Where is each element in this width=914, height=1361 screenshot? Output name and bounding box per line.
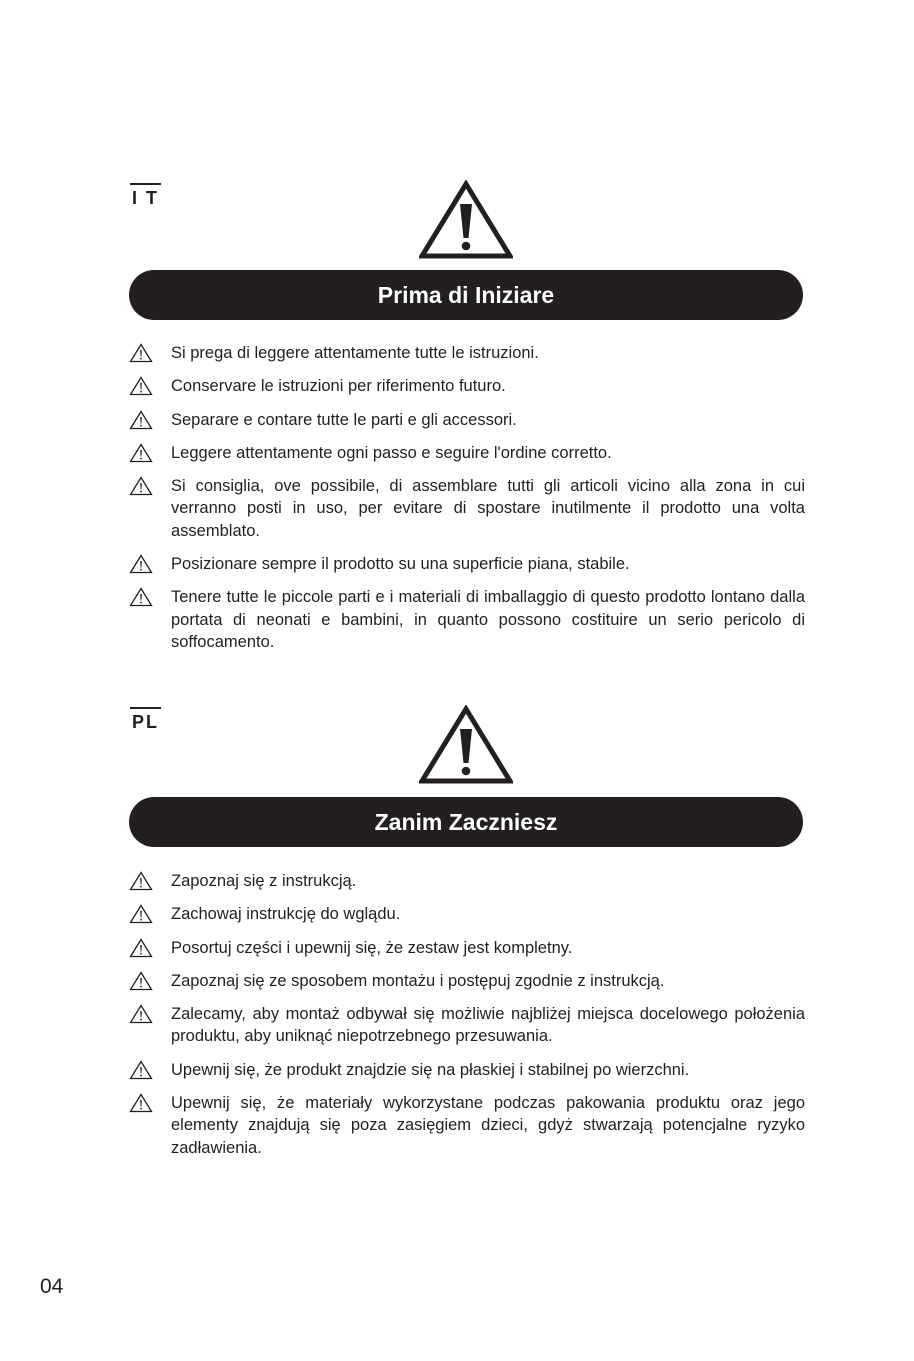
warning-triangle-icon: [129, 1004, 153, 1024]
list-item-text: Zapoznaj się z instrukcją.: [171, 872, 357, 890]
list-item: [129, 1092, 805, 1159]
warning-triangle-icon: [129, 376, 153, 396]
list-item-text: Si prega di leggere attentamente tutte le istruzioni.: [171, 344, 539, 362]
list-item-text: Upewnij się, że produkt znajdzie się na płaskiej i stabilnej po wierzchni.: [171, 1060, 690, 1079]
warning-triangle-icon: [129, 971, 153, 991]
list-item: [129, 475, 805, 542]
list-item-text: Conservare le istruzioni per riferimento futuro.: [171, 377, 506, 396]
section-title: Zanim Zaczniesz: [374, 808, 558, 835]
section-title: Prima di Iniziare: [377, 281, 555, 308]
warning-triangle-icon: [129, 343, 153, 363]
warning-triangle-icon: [129, 904, 153, 924]
list-item: [129, 442, 805, 464]
list-item: [129, 375, 805, 397]
warning-triangle-icon: [129, 1093, 153, 1113]
list-item-text: Posizionare sempre il prodotto su una superficie piana, stabile.: [171, 555, 630, 574]
list-item-text: Zapoznaj się ze sposobem montażu i postępuj zgodnie z instrukcją.: [171, 971, 665, 990]
warning-triangle-icon: [419, 180, 513, 260]
list-item-text: Upewnij się, że materiały wykorzystane podczas pakowania produktu oraz jego elementy znajdują się poza zasięgiem dzieci, gdyż stwarzają potencjalne ryzyko zadławienia.: [171, 1094, 805, 1157]
list-item-text: Leggere attentamente ogni passo e seguire l'ordine corretto.: [171, 443, 612, 462]
warning-triangle-icon: [129, 476, 153, 496]
list-item: [129, 342, 805, 364]
list-item: [129, 1059, 805, 1081]
warning-triangle-icon: [129, 1060, 153, 1080]
language-tag-it: I T: [130, 183, 161, 208]
list-item: [129, 409, 805, 431]
section-title-bar: [129, 797, 803, 847]
list-item: [129, 870, 805, 892]
list-item-text: Zalecamy, aby montaż odbywał się możliwie najbliżej miejsca docelowego położenia produktu, aby uniknąć niepotrzebnego przesuwania.: [171, 1005, 805, 1046]
list-item-text: Si consiglia, ove possibile, di assemblare tutti gli articoli vicino alla zona in cui verranno posti in uso, per evitare di spostare inutilmente il prodotto una volta assemblato.: [171, 477, 805, 540]
instruction-list-pl: [129, 870, 805, 1170]
warning-triangle-icon: [129, 871, 153, 891]
warning-triangle-icon: [129, 587, 153, 607]
list-item-text: Zachowaj instrukcję do wglądu.: [171, 905, 401, 924]
instruction-list-it: [129, 342, 805, 664]
section-title-bar: [129, 270, 803, 320]
warning-triangle-icon: [129, 443, 153, 463]
warning-triangle-icon: [129, 938, 153, 958]
warning-triangle-icon: [419, 705, 513, 785]
warning-triangle-icon: [129, 410, 153, 430]
list-item-text: Posortuj części i upewnij się, że zestaw jest kompletny.: [171, 938, 573, 957]
list-item: [129, 970, 805, 992]
list-item-text: Separare e contare tutte le parti e gli accessori.: [171, 410, 517, 429]
language-tag-pl: PL: [130, 707, 161, 732]
list-item: [129, 937, 805, 959]
list-item: [129, 903, 805, 925]
page-number: 04: [40, 1275, 64, 1298]
list-item: [129, 553, 805, 575]
list-item: [129, 586, 805, 653]
list-item: [129, 1003, 805, 1048]
list-item-text: Tenere tutte le piccole parti e i materiali di imballaggio di questo prodotto lontano dalla portata di neonati e bambini, in quanto possono costituire un serio pericolo di soffocamento.: [171, 588, 805, 651]
warning-triangle-icon: [129, 554, 153, 574]
